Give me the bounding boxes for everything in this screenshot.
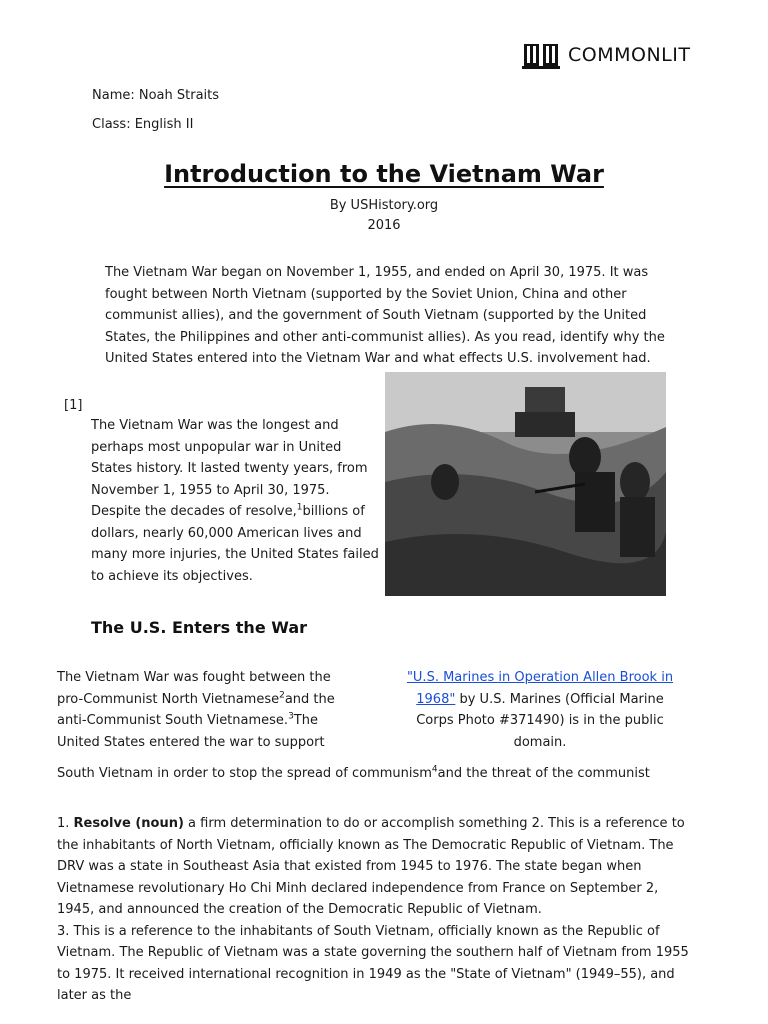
paragraph-2-text-c: The United States entered the war to support xyxy=(57,713,325,750)
brand-name: COMMONLIT xyxy=(568,44,691,66)
footnote-ref-3[interactable]: 3 xyxy=(288,711,294,722)
footnote-1-term: Resolve (noun) xyxy=(73,816,184,831)
student-name: Name: Noah Straits xyxy=(92,88,220,103)
photo-illustration xyxy=(385,372,666,596)
byline-year: 2016 xyxy=(367,218,401,233)
footnote-ref-1[interactable]: 1 xyxy=(296,502,303,513)
footnote-1-number: 1. xyxy=(57,816,70,831)
footnote-ref-2[interactable]: 2 xyxy=(279,690,285,701)
paragraph-2-continued xyxy=(57,763,697,785)
footnote-3: 3. This is a reference to the inhabitants of South Vietnam, officially known as the Republic of Vietnam. The Republic of Vietnam was a state governing the southern half of Vietnam from 1955 to 1975. It received international recognition in 1949 as the "State of Vietnam" (1949–55), and later as the xyxy=(57,923,689,1003)
footnote-1 xyxy=(57,813,697,921)
photo-caption-credit: by U.S. Marines (Official Marine Corps Photo #371490) is in the public domain. xyxy=(416,691,664,750)
paragraph-2 xyxy=(57,667,347,753)
marines-photo xyxy=(385,372,666,596)
paragraph-2-text-d: South Vietnam in order to stop the spread of communism xyxy=(57,766,432,781)
commonlit-logo xyxy=(522,40,690,70)
section-heading: The U.S. Enters the War xyxy=(91,618,307,637)
intro-paragraph: The Vietnam War began on November 1, 1955, and ended on April 30, 1975. It was fought between North Vietnam (supported by the Soviet Union, China and other communist allies), and the government of South Vietnam (supported by the United States, the Philippines and other anti-communist allies). As you read, identify why the United States entered into the Vietnam War and what effects U.S. involvement had. xyxy=(105,265,665,366)
paragraph-2-text-e: and the threat of the communist xyxy=(437,766,650,781)
byline-author: By USHistory.org xyxy=(329,198,439,213)
footnotes xyxy=(57,813,697,1007)
photo-caption-link[interactable]: "U.S. Marines in Operation Allen Brook in 1968" xyxy=(406,670,674,707)
paragraph-2-text-b: and the anti-Communist South Vietnamese. xyxy=(57,691,335,728)
student-class: Class: English II xyxy=(92,117,194,132)
open-book-icon xyxy=(522,40,560,70)
footnote-ref-4[interactable]: 4 xyxy=(431,764,438,775)
paragraph-2-text-a: The Vietnam War was fought between the pro-Communist North Vietnamese xyxy=(57,670,331,707)
paragraph-1-text-b: billions of dollars, nearly 60,000 American lives and many more injuries, the United States failed to achieve its objectives. xyxy=(91,504,379,584)
paragraph-number: [1] xyxy=(64,398,83,413)
photo-caption xyxy=(400,667,680,753)
page-title: Introduction to the Vietnam War xyxy=(164,160,604,188)
paragraph-1-text-a: The Vietnam War was the longest and perhaps most unpopular war in United States history. It lasted twenty years, from November 1, 1955 to April 30, 1975. Despite the decades of resolve, xyxy=(91,418,368,519)
paragraph-1 xyxy=(91,415,381,587)
footnote-1-text: a firm determination to do or accomplish something 2. This is a reference to the inhabitants of North Vietnam, officially known as The Democratic Republic of Vietnam. The DRV was a state in Southeast Asia that existed from 1945 to 1976. The state began when Vietnamese revolutionary Ho Chi Minh declared independence from France on September 2, 1945, and announced the creation of the Democratic Republic of Vietnam. xyxy=(57,816,685,917)
